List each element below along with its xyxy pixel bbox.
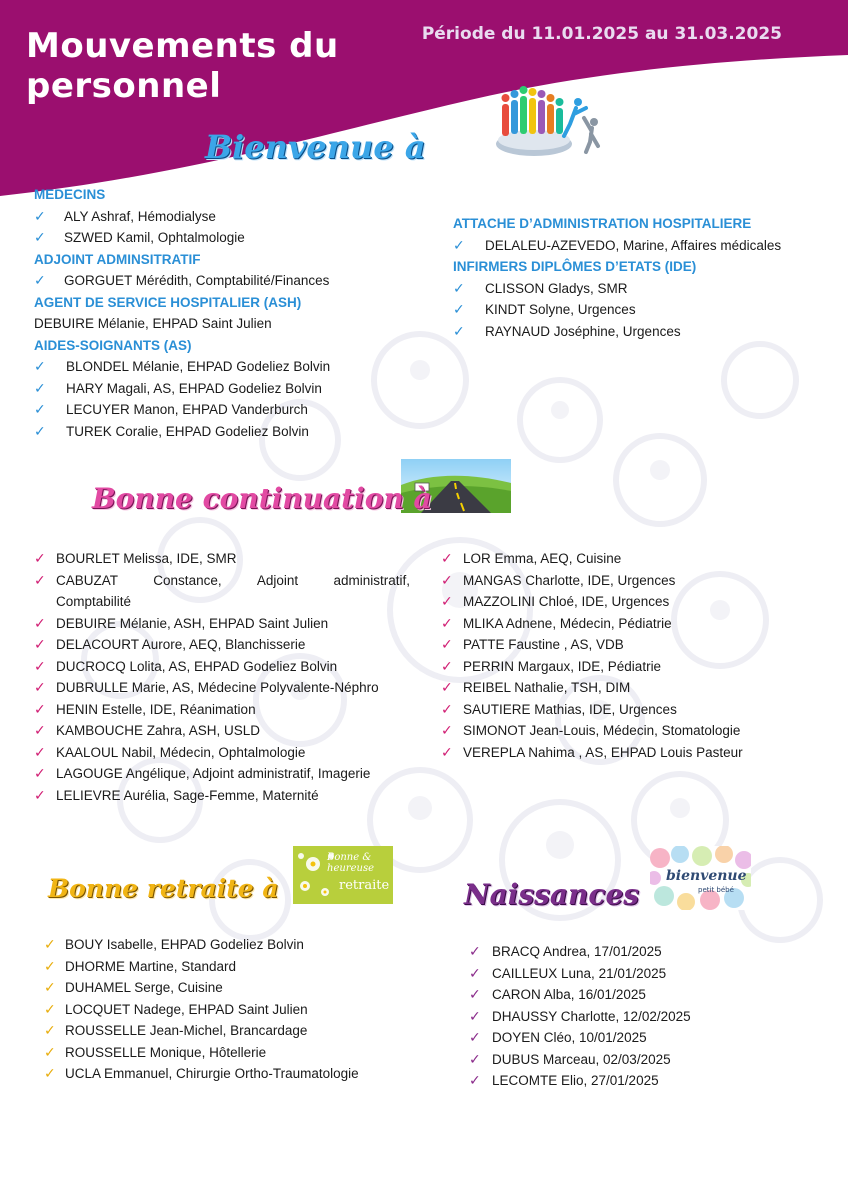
- welcome-right-column: [453, 213, 823, 342]
- retraite-column: [44, 934, 424, 1085]
- check-icon: ✓: [441, 722, 453, 738]
- list-item: ✓ CARON Alba, 16/01/2025: [469, 984, 799, 1006]
- check-icon: ✓: [34, 786, 46, 803]
- list-item: ✓ TUREK Coralie, EHPAD Godeliez Bolvin: [34, 421, 394, 443]
- list-item: ✓ HARY Magali, AS, EHPAD Godeliez Bolvin: [34, 378, 394, 400]
- category-ash: AGENT DE SERVICE HOSPITALIER (ASH): [34, 294, 302, 310]
- check-icon: ✓: [44, 957, 56, 974]
- check-icon: ✓: [34, 679, 46, 695]
- check-icon: ✓: [453, 279, 465, 296]
- check-icon: ✓: [44, 936, 56, 952]
- check-icon: ✓: [34, 722, 46, 738]
- check-icon: ✓: [44, 1043, 56, 1060]
- check-icon: ✓: [34, 571, 46, 588]
- check-icon: ✓: [34, 550, 46, 566]
- list-item: ✓ MAZZOLINI Chloé, IDE, Urgences: [441, 591, 811, 613]
- category-medecins: MEDECINS: [34, 187, 106, 202]
- check-icon: ✓: [34, 207, 46, 224]
- check-icon: ✓: [44, 1000, 56, 1017]
- check-icon: ✓: [441, 636, 453, 652]
- list-item: ✓ SZWED Kamil, Ophtalmologie: [34, 227, 394, 249]
- category-ide: INFIRMERS DIPLÔMES D’ETATS (IDE): [453, 259, 697, 274]
- baby-label: bienvenue: [666, 868, 747, 884]
- list-item: ✓ DHORME Martine, Standard: [44, 956, 424, 978]
- ash-entry: DEBUIRE Mélanie, EHPAD Saint Julien: [34, 316, 272, 331]
- continuation-right-column: [441, 548, 811, 763]
- check-icon: ✓: [441, 679, 453, 695]
- list-item: ✓ SIMONOT Jean-Louis, Médecin, Stomatologie: [441, 720, 811, 742]
- check-icon: ✓: [34, 657, 46, 674]
- check-icon: ✓: [34, 700, 46, 717]
- list-item: ✓ DELACOURT Aurore, AEQ, Blanchisserie: [34, 634, 410, 656]
- list-item: ✓ DOYEN Cléo, 10/01/2025: [469, 1027, 799, 1049]
- welcome-heading: Bienvenue à: [205, 128, 426, 166]
- list-item: ✓ VEREPLA Nahima , AS, EHPAD Louis Pasteur: [441, 742, 811, 764]
- baby-welcome-icon: [650, 846, 751, 910]
- list-item: ✓ SAUTIERE Mathias, IDE, Urgences: [441, 699, 811, 721]
- check-icon: ✓: [441, 657, 453, 674]
- check-icon: ✓: [34, 765, 46, 781]
- list-item: ✓ PERRIN Margaux, IDE, Pédiatrie: [441, 656, 811, 678]
- category-attache: ATTACHE D’ADMINISTRATION HOSPITALIERE: [453, 216, 752, 231]
- ide-list: [453, 278, 823, 343]
- naissances-list: [469, 941, 799, 1092]
- check-icon: ✓: [441, 593, 453, 609]
- continuation-left-list: [34, 548, 410, 806]
- list-item: ✓ DUCROCQ Lolita, AS, EHPAD Godeliez Bolvin: [34, 656, 410, 678]
- list-item: ✓ LECUYER Manon, EHPAD Vanderburch: [34, 399, 394, 421]
- list-item: ✓ BOUY Isabelle, EHPAD Godeliez Bolvin: [44, 934, 424, 956]
- check-icon: ✓: [469, 1072, 481, 1088]
- flowers-label: retraite: [339, 878, 390, 893]
- category-adjoint: ADJOINT ADMINSITRATIF: [34, 251, 201, 267]
- continuation-right-list: [441, 548, 811, 763]
- list-item: ✓ CAILLEUX Luna, 21/01/2025: [469, 963, 799, 985]
- check-icon: ✓: [34, 614, 46, 631]
- list-item: ✓ CABUZAT Constance, Adjoint administratif, Comptabilité: [34, 571, 410, 609]
- category-as: AIDES-SOIGNANTS (AS): [34, 337, 192, 353]
- list-item: ✓ KAMBOUCHE Zahra, ASH, USLD: [34, 720, 410, 742]
- check-icon: ✓: [453, 301, 465, 317]
- list-item: ✓ CLISSON Gladys, SMR: [453, 278, 823, 300]
- medecins-list: [34, 206, 394, 249]
- list-item: ✓ KINDT Solyne, Urgences: [453, 299, 823, 321]
- check-icon: ✓: [441, 743, 453, 760]
- baby-sublabel: petit bébé: [698, 886, 734, 894]
- check-icon: ✓: [441, 700, 453, 717]
- continuation-heading: Bonne continuation à: [92, 482, 432, 515]
- title-line-1: Mouvements du: [26, 26, 339, 66]
- page-title: [26, 26, 339, 106]
- adjoint-list: [34, 270, 394, 292]
- check-icon: ✓: [44, 1065, 56, 1081]
- as-list: [34, 356, 394, 442]
- period-text: Période du 11.01.2025 au 31.03.2025: [421, 24, 782, 44]
- list-item: ✓ MLIKA Adnene, Médecin, Pédiatrie: [441, 613, 811, 635]
- check-icon: ✓: [441, 571, 453, 588]
- title-line-2: personnel: [26, 66, 222, 106]
- list-item: ✓ DUBRULLE Marie, AS, Médecine Polyvalente-Néphro: [34, 677, 410, 699]
- list-item: ✓ ROUSSELLE Jean-Michel, Brancardage: [44, 1020, 424, 1042]
- check-icon: ✓: [34, 743, 46, 760]
- check-icon: ✓: [34, 636, 46, 652]
- list-item: ✓ LOR Emma, AEQ, Cuisine: [441, 548, 811, 570]
- list-item: ✓ ROUSSELLE Monique, Hôtellerie: [44, 1042, 424, 1064]
- list-item: ✓ LAGOUGE Angélique, Adjoint administratif, Imagerie: [34, 763, 410, 785]
- list-item: ✓ ALY Ashraf, Hémodialyse: [34, 206, 394, 228]
- check-icon: ✓: [469, 964, 481, 981]
- list-item: ✓ BOURLET Melissa, IDE, SMR: [34, 548, 410, 570]
- list-item: ✓ MANGAS Charlotte, IDE, Urgences: [441, 570, 811, 592]
- check-icon: ✓: [469, 1050, 481, 1067]
- retirement-flowers-icon: [293, 846, 393, 904]
- list-item: ✓ DELALEU-AZEVEDO, Marine, Affaires médicales: [453, 235, 823, 257]
- naissances-heading: Naissances: [464, 878, 640, 911]
- check-icon: ✓: [44, 1022, 56, 1038]
- flowers-script-text: Bonne & heureuse: [327, 852, 374, 874]
- naissances-column: [469, 941, 799, 1092]
- check-icon: ✓: [34, 401, 46, 417]
- list-item: ✓ RAYNAUD Joséphine, Urgences: [453, 321, 823, 343]
- attache-list: [453, 235, 823, 257]
- check-icon: ✓: [469, 986, 481, 1002]
- check-icon: ✓: [469, 943, 481, 959]
- list-item: ✓ REIBEL Nathalie, TSH, DIM: [441, 677, 811, 699]
- continuation-left-column: [34, 548, 410, 806]
- check-icon: ✓: [34, 379, 46, 396]
- list-item: ✓ BRACQ Andrea, 17/01/2025: [469, 941, 799, 963]
- list-item: ✓ DUHAMEL Serge, Cuisine: [44, 977, 424, 999]
- check-icon: ✓: [441, 614, 453, 631]
- list-item: ✓ DEBUIRE Mélanie, ASH, EHPAD Saint Julien: [34, 613, 410, 635]
- check-icon: ✓: [453, 322, 465, 339]
- list-item: ✓ DHAUSSY Charlotte, 12/02/2025: [469, 1006, 799, 1028]
- retraite-heading: Bonne retraite à: [48, 874, 279, 903]
- list-item: ✓ DUBUS Marceau, 02/03/2025: [469, 1049, 799, 1071]
- list-item: ✓ LECOMTE Elio, 27/01/2025: [469, 1070, 799, 1092]
- list-item: ✓ UCLA Emmanuel, Chirurgie Ortho-Traumatologie: [44, 1063, 424, 1085]
- team-people-icon: [494, 82, 606, 160]
- list-item: ✓ GORGUET Mérédith, Comptabilité/Finances: [34, 270, 394, 292]
- justified-line: CABUZAT Constance, Adjoint administratif,: [56, 572, 410, 588]
- check-icon: ✓: [34, 358, 46, 374]
- welcome-left-column: [34, 184, 394, 442]
- check-icon: ✓: [469, 1029, 481, 1045]
- retraite-list: [44, 934, 424, 1085]
- check-icon: ✓: [44, 979, 56, 995]
- list-item: ✓ BLONDEL Mélanie, EHPAD Godeliez Bolvin: [34, 356, 394, 378]
- list-item: ✓ HENIN Estelle, IDE, Réanimation: [34, 699, 410, 721]
- check-icon: ✓: [34, 272, 46, 288]
- list-item: ✓ PATTE Faustine , AS, VDB: [441, 634, 811, 656]
- list-item: ✓ LELIEVRE Aurélia, Sage-Femme, Maternité: [34, 785, 410, 807]
- list-item: ✓ LOCQUET Nadege, EHPAD Saint Julien: [44, 999, 424, 1021]
- check-icon: ✓: [34, 229, 46, 245]
- check-icon: ✓: [469, 1007, 481, 1024]
- check-icon: ✓: [453, 236, 465, 253]
- list-item: ✓ KAALOUL Nabil, Médecin, Ophtalmologie: [34, 742, 410, 764]
- check-icon: ✓: [441, 550, 453, 566]
- check-icon: ✓: [34, 422, 46, 439]
